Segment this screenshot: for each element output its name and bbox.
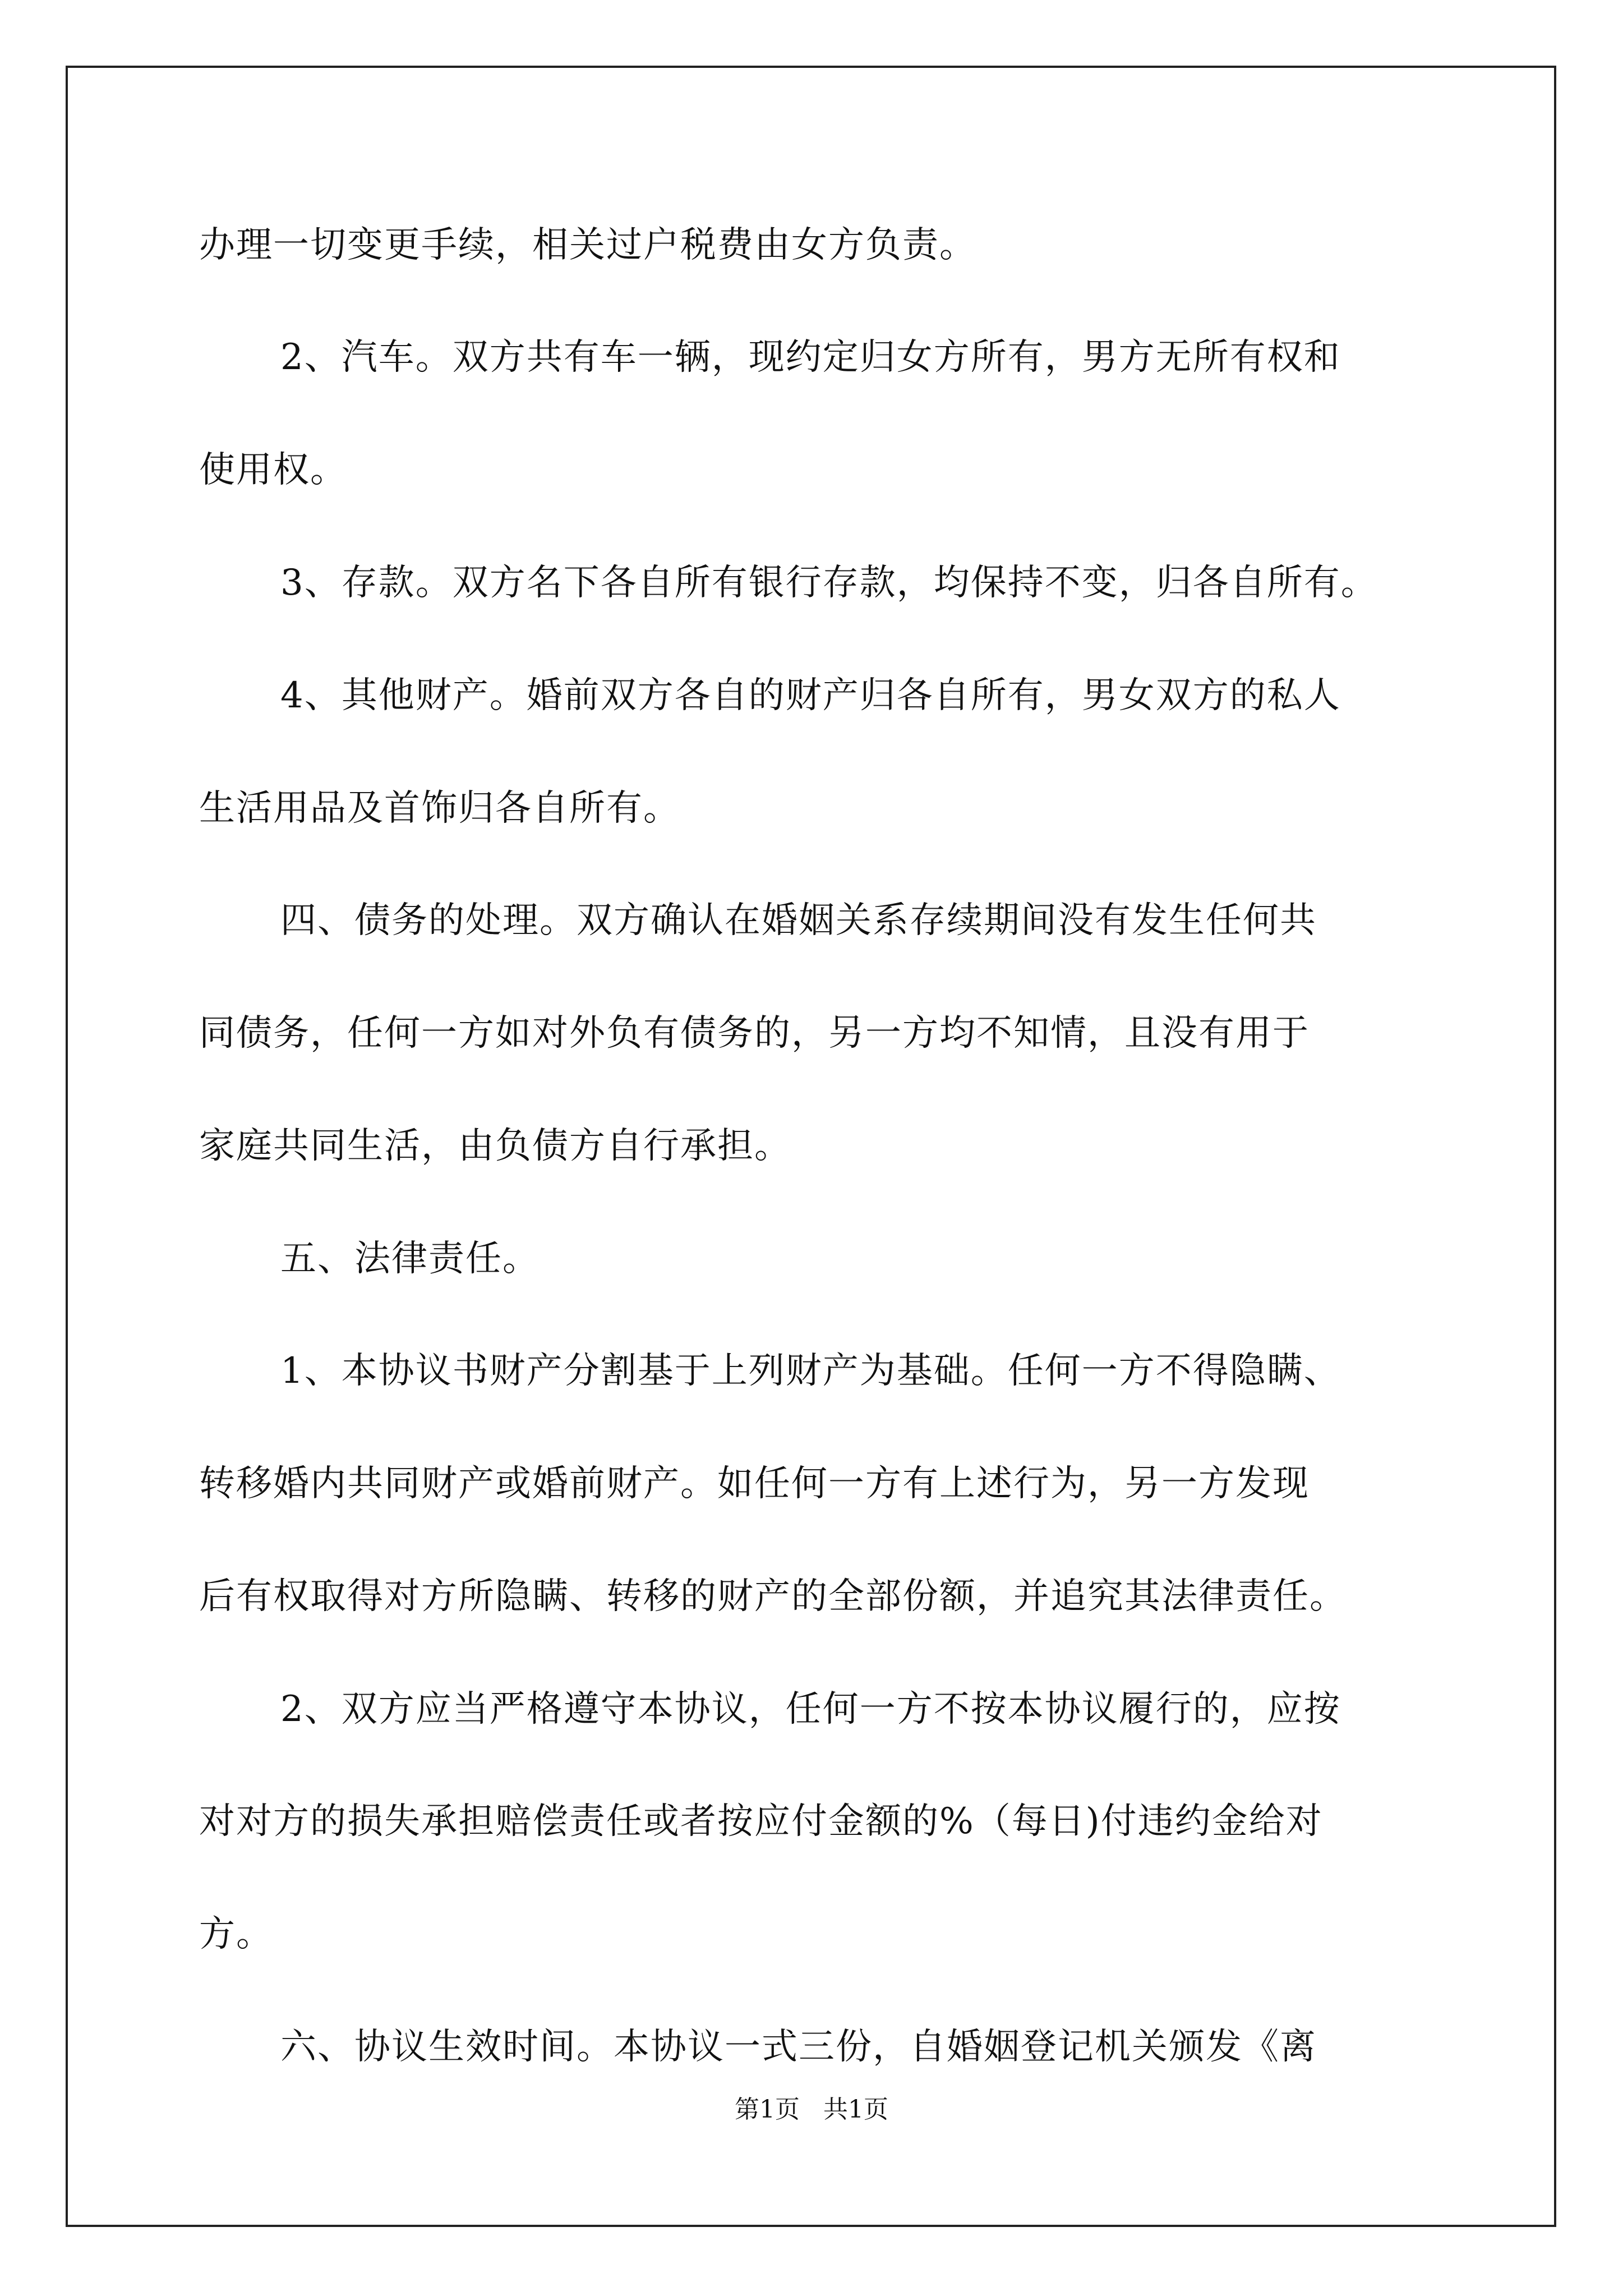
body-line-7: 四、债务的处理。双方确认在婚姻关系存续期间没有发生任何共 [280,900,1317,941]
body-line-13: 后有权取得对方所隐瞒、转移的财产的全部份额，并追究其法律责任。 [199,1576,1347,1617]
body-line-17: 六、协议生效时间。本协议一式三份，自婚姻登记机关颁发《离 [280,2026,1317,2068]
body-line-14: 2、双方应当严格遵守本协议，任何一方不按本协议履行的，应按 [280,1688,1341,1730]
body-line-15: 对对方的损失承担赔偿责任或者按应付金额的%（每日)付违约金给对 [199,1801,1323,1842]
page-footer: 第1页 共1页 [735,2095,888,2124]
body-line-16: 方。 [199,1913,273,1955]
body-line-2: 2、汽车。双方共有车一辆，现约定归女方所有，男方无所有权和 [280,337,1341,378]
body-line-3: 使用权。 [199,449,347,491]
body-line-1: 办理一切变更手续，相关过户税费由女方负责。 [199,224,976,266]
body-line-11: 1、本协议书财产分割基于上列财产为基础。任何一方不得隐瞒、 [280,1350,1341,1392]
body-line-9: 家庭共同生活，由负债方自行承担。 [199,1125,791,1167]
body-line-10: 五、法律责任。 [280,1238,540,1280]
body-line-8: 同债务，任何一方如对外负有债务的，另一方均不知情，且没有用于 [199,1013,1310,1054]
body-line-4: 3、存款。双方名下各自所有银行存款，均保持不变，归各自所有。 [280,562,1378,604]
body-line-12: 转移婚内共同财产或婚前财产。如任何一方有上述行为，另一方发现 [199,1463,1310,1504]
body-line-6: 生活用品及首饰归各自所有。 [199,788,680,829]
body-line-5: 4、其他财产。婚前双方各自的财产归各自所有，男女双方的私人 [280,675,1341,716]
